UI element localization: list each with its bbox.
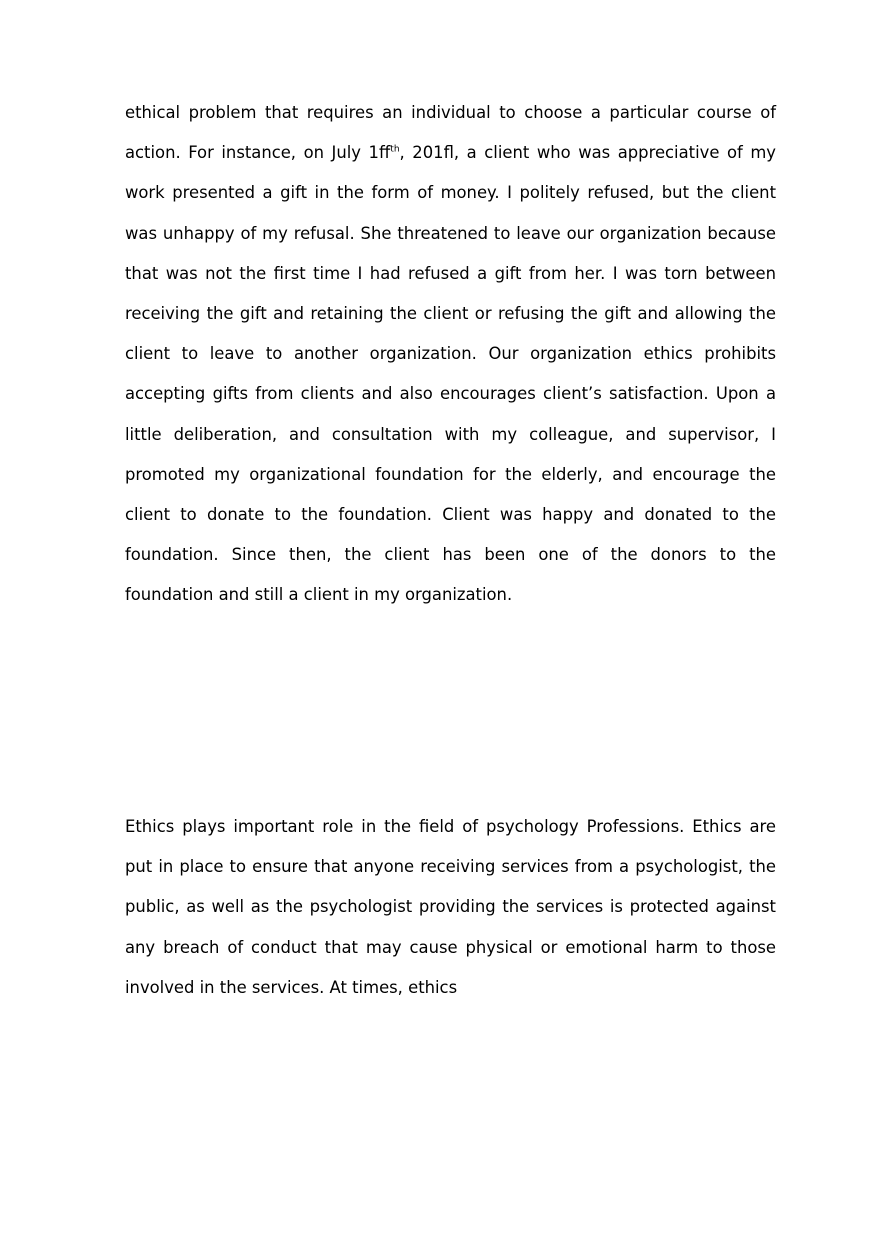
- paragraph-text-end: , 201fl, a client who was appreciative of my work presented a gift in the form of money. I politely refused, but the client was unhappy of my refusal. She threatened to leave our organization because that was not the first time I had refused a gift from her. I was torn between receiving the gift and retaining the client or refusing the gift and allowing the client to leave to another organization. Our organization ethics prohibits accepting gifts from clients and also encourages client’s satisfaction. Upon a little deliberation, and consultation with my colleague, and supervisor, I promoted my organizational foundation for the elderly, and encourage the client to donate to the foundation. Client was happy and donated to the foundation. Since then, the client has been one of the donors to the foundation and still a client in my organization.: [125, 143, 776, 605]
- paragraph-text-start: ethical problem that requires an individual to choose a particular course of action. For instance, on July 1ff: [125, 103, 776, 163]
- body-paragraph-ethics-role: Ethics plays important role in the field of psychology Professions. Ethics are put in place to ensure that anyone receiving services from a psychologist, the public, as well as the psychologist providing the services is protected against any breach of conduct that may cause physical or emotional harm to those involved in the services. At times, ethics: [125, 817, 776, 997]
- body-paragraph-ethical-problem: [125, 93, 776, 616]
- ordinal-superscript: th: [390, 144, 400, 155]
